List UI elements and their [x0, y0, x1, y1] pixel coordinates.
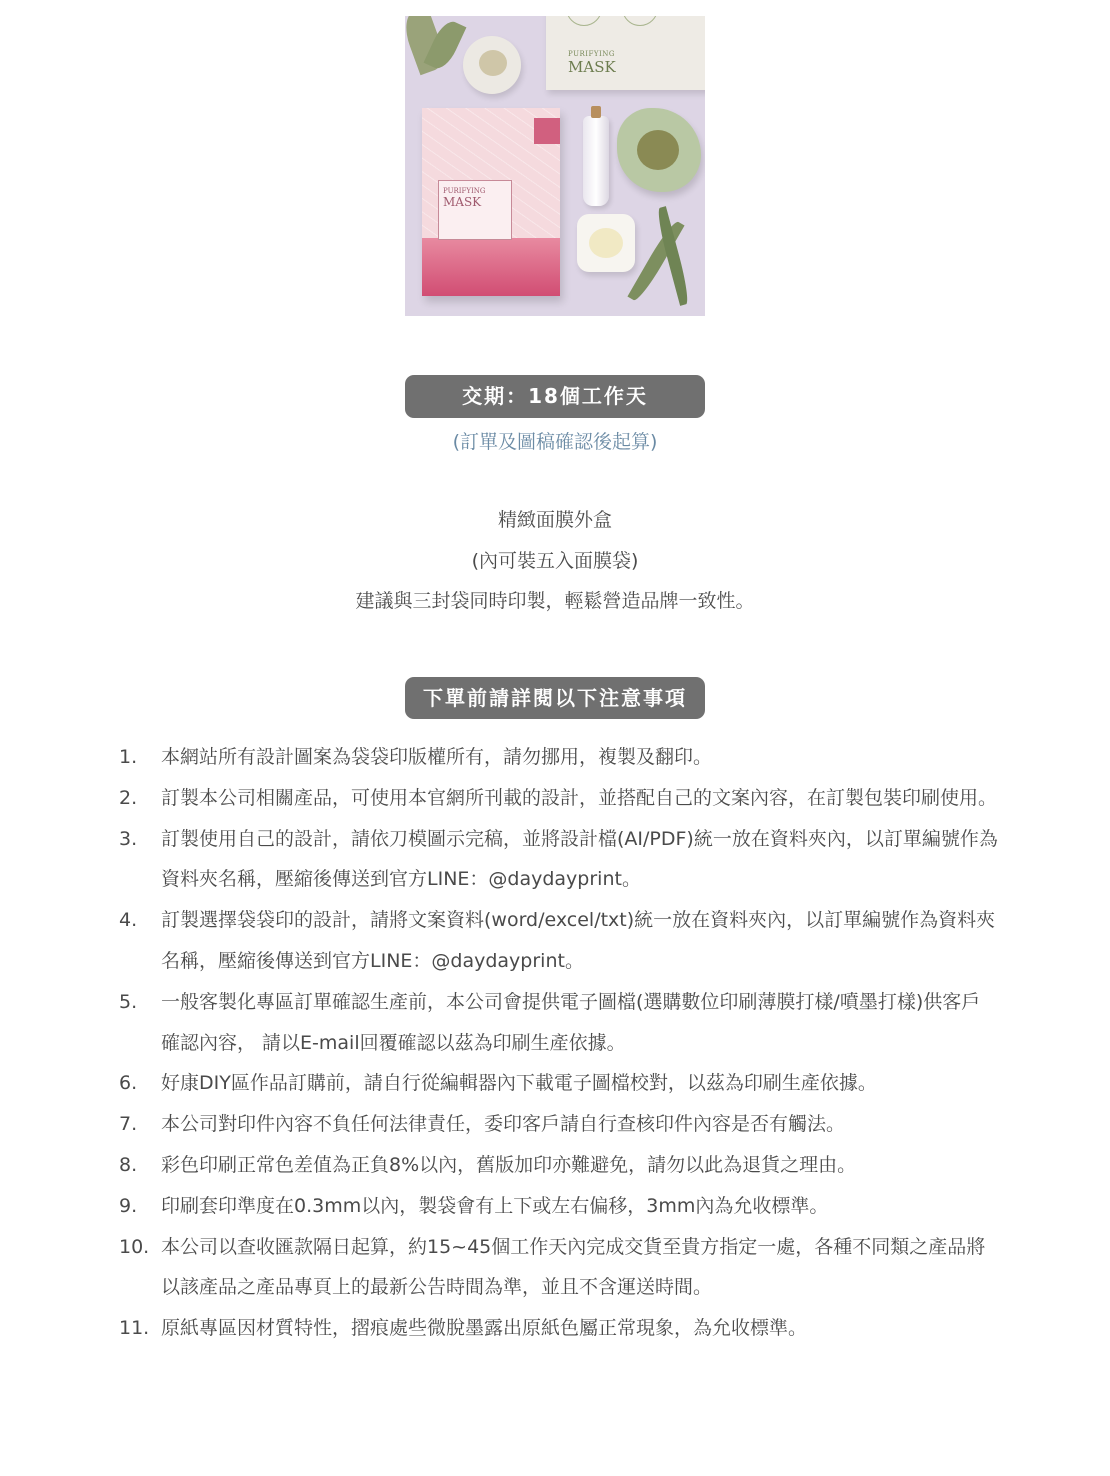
- product-title: 精緻面膜外盒: [497, 509, 612, 531]
- delivery-note: (訂單及圖稿確認後起算): [452, 431, 658, 453]
- glass-bottle: [583, 116, 609, 206]
- product-suggestion: 建議與三封袋同時印製，輕鬆營造品牌一致性。: [355, 590, 755, 612]
- list-item: 10. 本公司以查收匯款隔日起算，約15~45個工作天內完成交貨至貴方指定一處，各種不同類之產品將以該產品之產品專頁上的最新公告時間為準，並且不含運送時間。: [119, 1235, 986, 1299]
- list-item: 2. 訂製本公司相關產品，可使用本官網所刊載的設計，並搭配自己的文案內容，在訂製包裝印刷使用。: [119, 786, 998, 809]
- clay-dish: [617, 108, 701, 192]
- mask-box: [422, 108, 560, 296]
- product-image: [405, 16, 705, 316]
- card-text-large: MASK: [568, 58, 616, 76]
- list-item: 7. 本公司對印件內容不負任何法律責任，委印客戶請自行查核印件內容是否有觸法。: [119, 1113, 846, 1136]
- powder-dish: [463, 36, 521, 94]
- list-item: 4. 訂製選擇袋袋印的設計，請將文案資料(word/excel/txt)統一放在資料夾內，以訂單編號作為資料夾名稱，壓縮後傳送到官方LINE：@daydayprint。: [119, 909, 996, 972]
- list-item: 9. 印刷套印準度在0.3mm以內，製袋會有上下或左右偏移，3mm內為允收標準。: [119, 1194, 829, 1217]
- box-text-small: PURIFYING: [443, 187, 486, 195]
- list-item: 11. 原紙專區因材質特性，摺痕處些微脫墨露出原紙色屬正常現象，為允收標準。: [119, 1317, 808, 1340]
- card-text-small: PURIFYING: [568, 50, 615, 58]
- delivery-badge: 交期：18個工作天: [405, 375, 705, 418]
- list-item: 8. 彩色印刷正常色差值為正負8%以內，舊版加印亦難避免，請勿以此為退貨之理由。: [119, 1153, 857, 1176]
- notice-list: [119, 737, 999, 1349]
- list-item: 1. 本網站所有設計圖案為袋袋印版權所有，請勿挪用，複製及翻印。: [119, 746, 713, 768]
- product-capacity: (內可裝五入面膜袋): [471, 550, 639, 572]
- box-label: [438, 180, 512, 240]
- oil-dish: [577, 214, 635, 272]
- box-text-large: MASK: [443, 195, 482, 209]
- list-item: 6. 好康DIY區作品訂購前，請自行從編輯器內下載電子圖檔校對，以茲為印刷生產依據。: [119, 1072, 877, 1095]
- list-item: 5. 一般客製化專區訂單確認生產前，本公司會提供電子圖檔(選購數位印刷薄膜打樣/噴墨打樣)供客戶確認內容， 請以E-mail回覆確認以茲為印刷生產依據。: [119, 990, 981, 1054]
- mask-card: [546, 16, 705, 90]
- list-item: 3. 訂製使用自己的設計，請依刀模圖示完稿，並將設計檔(AI/PDF)統一放在資料夾內，以訂單編號作為資料夾名稱，壓縮後傳送到官方LINE：@daydayprint。: [119, 827, 998, 891]
- notice-badge: 下單前請詳閱以下注意事項: [405, 677, 705, 719]
